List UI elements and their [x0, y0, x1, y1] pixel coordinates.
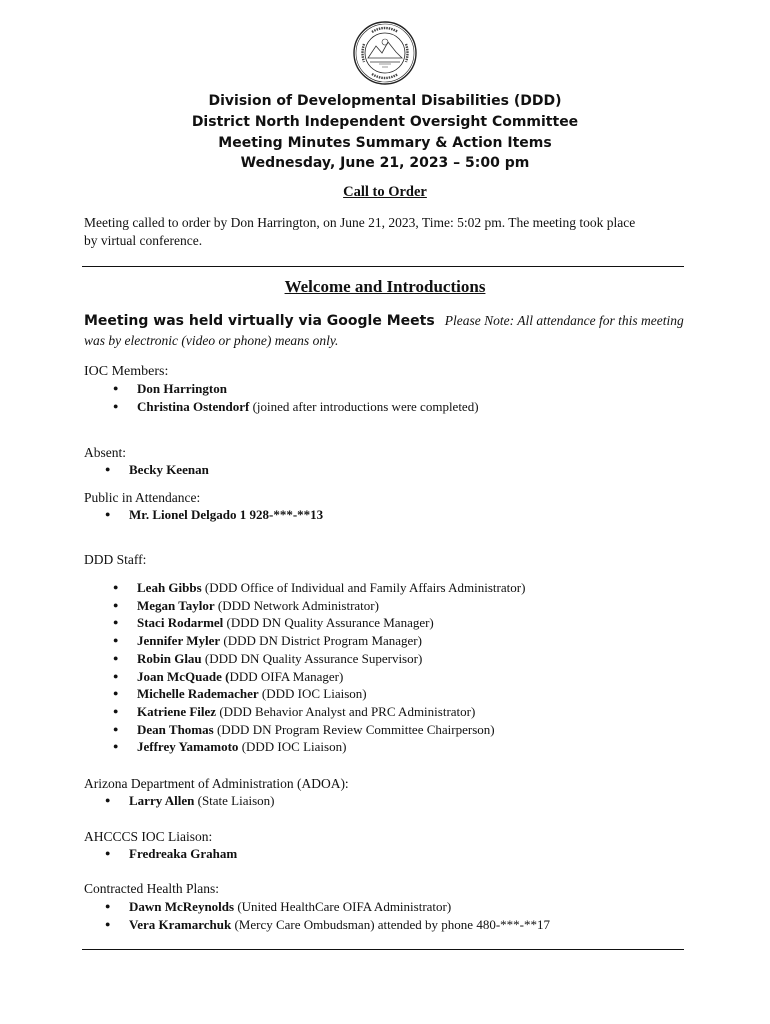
absent-heading: Absent:: [84, 445, 126, 460]
attendee-role: (DDD Office of Individual and Family Affairs Administrator): [201, 580, 526, 595]
attendance-note-1: Please Note: All attendance for this meeting: [444, 313, 684, 328]
ddd-staff-heading: DDD Staff:: [84, 552, 147, 567]
attendee-name: Dean Thomas: [137, 721, 214, 737]
header-date: Wednesday, June 21, 2023 – 5:00 pm: [240, 155, 530, 171]
attendance-note-2: was by electronic (video or phone) means only.: [84, 333, 339, 348]
section-divider-bottom: [82, 949, 684, 950]
health-plans-heading: Contracted Health Plans:: [84, 881, 219, 896]
call-to-order-text-2: by virtual conference.: [84, 233, 203, 248]
ddd-staff-list: [113, 579, 525, 756]
attendee-name: Fredreaka Graham: [129, 846, 238, 861]
attendee-name: Larry Allen: [129, 793, 195, 808]
attendee-name: Robin Glau: [137, 650, 202, 666]
attendee-item: [105, 845, 237, 863]
attendee-item: [113, 380, 479, 398]
attendee-role: (DDD IOC Liaison): [238, 739, 347, 755]
attendee-name: Michelle Rademacher: [137, 686, 259, 702]
attendee-role: DDD OIFA Manager): [229, 668, 344, 684]
attendee-name: Jeffrey Yamamoto: [137, 739, 239, 755]
attendee-item: [105, 898, 550, 916]
attendee-item: [113, 597, 525, 615]
attendee-item: [105, 792, 275, 810]
attendee-item: [105, 506, 323, 524]
call-to-order-text-1: Meeting called to order by Don Harrington, on June 21, 2023, Time: 5:02 pm. The meeting took place: [84, 215, 636, 230]
attendee-item: [113, 738, 525, 756]
ahcccs-list: [105, 845, 237, 863]
attendee-item: [113, 703, 525, 721]
attendee-name: Vera Kramarchuk: [129, 916, 232, 932]
ioc-members-heading: IOC Members:: [84, 364, 169, 379]
attendee-role: (DDD IOC Liaison): [258, 686, 367, 702]
ioc-members-list: [113, 380, 479, 415]
attendee-role: (State Liaison): [194, 793, 275, 808]
attendee-role: (DDD DN Quality Assurance Manager): [223, 615, 434, 631]
absent-list: [105, 461, 209, 479]
adoa-list: [105, 792, 275, 810]
header-minutes-title: Meeting Minutes Summary & Action Items: [218, 135, 552, 151]
attendee-item: [113, 632, 525, 650]
attendee-item: [113, 668, 525, 686]
health-plans-list: [105, 898, 550, 933]
adoa-heading: Arizona Department of Administration (ADOA):: [84, 776, 349, 791]
attendee-item: [105, 916, 550, 934]
state-seal-logo: [352, 20, 418, 86]
attendee-role: (DDD Behavior Analyst and PRC Administrator): [216, 703, 476, 719]
attendee-name: Joan McQuade (: [137, 668, 230, 684]
call-to-order-title: Call to Order: [343, 184, 427, 200]
section-divider: [82, 266, 684, 267]
attendance-note-2-wrap: [84, 332, 338, 350]
attendee-role: (DDD DN District Program Manager): [220, 633, 422, 649]
attendee-role: (joined after introductions were completed): [249, 398, 479, 414]
attendee-item: [105, 461, 209, 479]
ahcccs-heading: AHCCCS IOC Liaison:: [84, 829, 213, 844]
attendee-item: [113, 685, 525, 703]
attendee-item: [113, 650, 525, 668]
attendee-item: [113, 614, 525, 632]
attendee-name: Jennifer Myler: [137, 633, 221, 649]
attendee-name: Katriene Filez: [137, 703, 217, 719]
attendee-name: Becky Keenan: [129, 462, 209, 477]
meeting-held-text: Meeting was held virtually via Google Meets: [84, 313, 435, 329]
attendee-name: Mr. Lionel Delgado 1 928-***-**13: [129, 507, 324, 522]
attendee-name: Christina Ostendorf: [137, 398, 250, 414]
header-committee: District North Independent Oversight Committee: [191, 114, 579, 130]
public-heading: Public in Attendance:: [84, 490, 201, 505]
attendee-name: Dawn McReynolds: [129, 899, 235, 914]
attendee-name: Don Harrington: [137, 381, 227, 396]
header-division: Division of Developmental Disabilities (DDD): [208, 93, 562, 109]
attendee-role: (DDD Network Administrator): [214, 597, 379, 613]
attendee-name: Megan Taylor: [137, 597, 215, 613]
welcome-title: Welcome and Introductions: [284, 277, 486, 296]
attendee-item: [113, 721, 525, 739]
meeting-held-note: [84, 312, 684, 330]
attendee-role: (DDD DN Quality Assurance Supervisor): [201, 650, 423, 666]
attendee-role: (Mercy Care Ombudsman) attended by phone 480-***-**17: [231, 916, 550, 932]
attendee-item: [113, 579, 525, 597]
attendee-name: Staci Rodarmel: [137, 615, 224, 631]
attendee-name: Leah Gibbs: [137, 580, 202, 595]
attendee-role: (DDD DN Program Review Committee Chairperson): [213, 721, 495, 737]
attendee-item: [113, 398, 479, 416]
attendee-role: (United HealthCare OIFA Administrator): [234, 899, 452, 914]
public-list: [105, 506, 323, 524]
